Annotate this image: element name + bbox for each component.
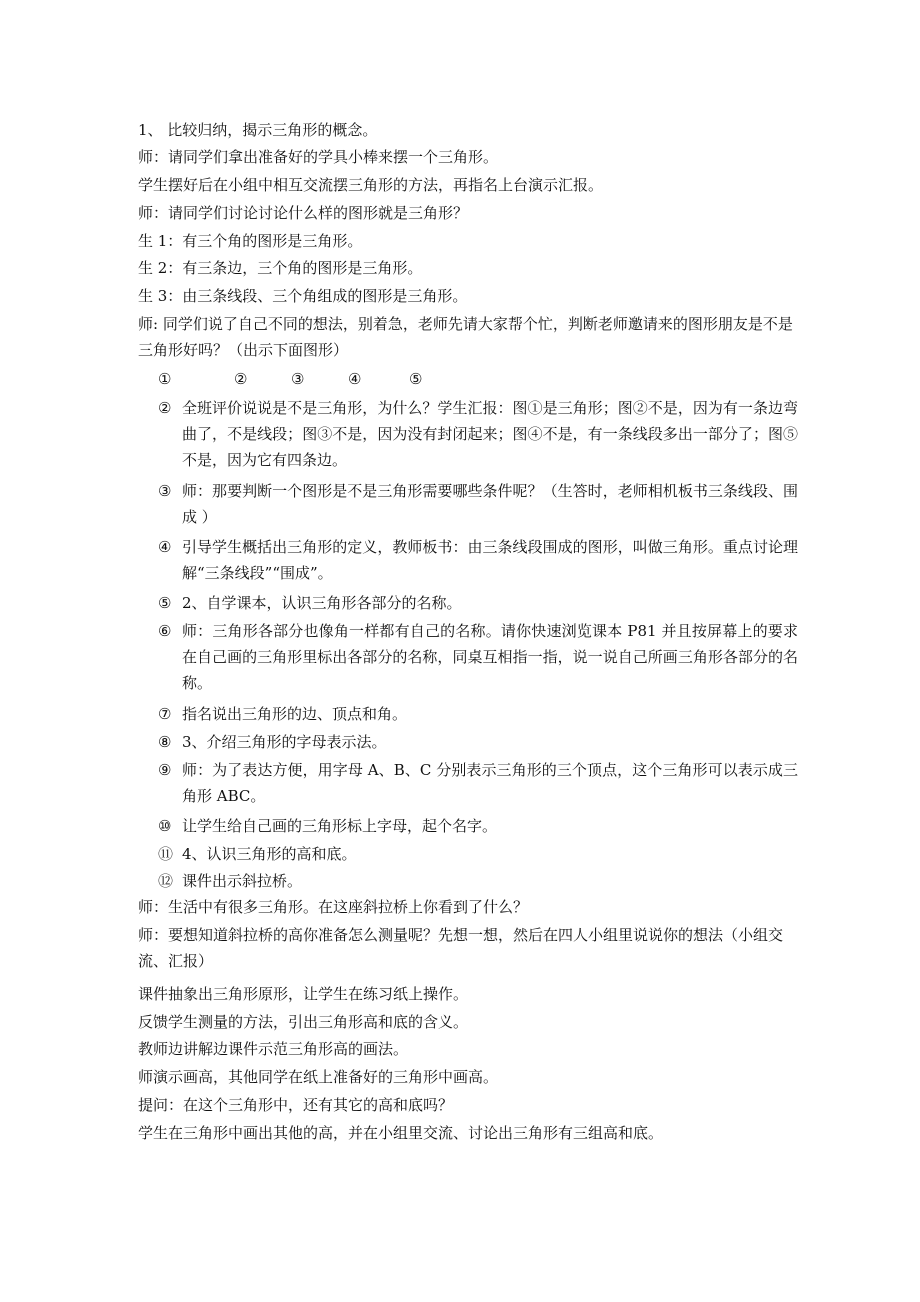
- list-item-number: ④: [158, 538, 172, 556]
- text-line: 生 3：由三条线段、三个角组成的图形是三角形。: [138, 287, 468, 305]
- list-item-number: ⑧: [158, 733, 172, 751]
- list-item-number: ⑤: [158, 594, 172, 612]
- text-line: 学生摆好后在小组中相互交流摆三角形的方法，再指名上台演示汇报。: [138, 176, 604, 194]
- list-item-number: ⑦: [158, 705, 172, 723]
- list-item-text: 3、介绍三角形的字母表示法。: [182, 733, 387, 751]
- list-item: [158, 729, 798, 755]
- text-line: 提问：在这个三角形中，还有其它的高和底吗？: [138, 1096, 454, 1114]
- list-item-number: ②: [158, 399, 172, 417]
- list-item: [158, 868, 798, 894]
- text-line: 生 1：有三个角的图形是三角形。: [138, 232, 363, 250]
- list-item: [158, 395, 798, 473]
- text-line: 师：生活中有很多三角形。在这座斜拉桥上你看到了什么？: [138, 898, 529, 916]
- list-item-text: 引导学生概括出三角形的定义，教师板书：由三条线段围成的图形，叫做三角形。重点讨论理解“三条线段”“围成”。: [182, 538, 798, 582]
- list-item-text: 师：三角形各部分也像角一样都有自己的名称。请你快速浏览课本 P81 并且按屏幕上的要求在自己画的三角形里标出各部分的名称，同桌互相指一指，说一说自己所画三角形各部分的名称。: [182, 622, 798, 692]
- text-line: 师：请同学们拿出准备好的学具小棒来摆一个三角形。: [138, 148, 499, 166]
- list-item-number: ⑫: [158, 872, 174, 890]
- list-item-number: ⑪: [158, 845, 174, 863]
- text-line: 师：请同学们讨论讨论什么样的图形就是三角形？: [138, 204, 469, 222]
- text-line: 学生在三角形中画出其他的高，并在小组里交流、讨论出三角形有三组高和底。: [138, 1124, 664, 1142]
- list-item-text: 师：为了表达方便，用字母 A、B、C 分别表示三角形的三个顶点，这个三角形可以表示成三角形 ABC。: [182, 761, 798, 805]
- list-item-number: ③: [158, 482, 172, 500]
- list-item-text: 师：那要判断一个图形是不是三角形需要哪些条件呢？（生答时，老师相机板书三条线段、围成 ）: [182, 482, 798, 526]
- list-item: [158, 841, 798, 867]
- list-item: [158, 534, 798, 586]
- list-item-number: ⑨: [158, 761, 172, 779]
- figure-mark: ⑤: [409, 370, 423, 388]
- text-paragraph: 师：要想知道斜拉桥的高你准备怎么测量呢？先想一想，然后在四人小组里说说你的想法（小组交流、汇报）: [138, 926, 784, 970]
- text-line: 生 2：有三条边，三个角的图形是三角形。: [138, 259, 423, 277]
- figure-mark: ③: [291, 370, 305, 388]
- list-item-text: 全班评价说说是不是三角形，为什么？学生汇报：图①是三角形；图②不是，因为有一条边弯曲了，不是线段；图③不是，因为没有封闭起来；图④不是，有一条线段多出一部分了；图⑤不是，因为它有四条边。: [182, 399, 798, 469]
- text-line: 教师边讲解边课件示范三角形高的画法。: [138, 1040, 409, 1058]
- list-item-text: 2、自学课本，认识三角形各部分的名称。: [182, 594, 462, 612]
- list-item-number: ⑩: [158, 817, 172, 835]
- text-paragraph: 师: 同学们说了自己不同的想法，别着急，老师先请大家帮个忙，判断老师邀请来的图形朋友是不是三角形好吗？（出示下面图形）: [138, 315, 793, 359]
- text-line: 师演示画高，其他同学在纸上准备好的三角形中画高。: [138, 1068, 499, 1086]
- list-item-text: 4、认识三角形的高和底。: [182, 845, 357, 863]
- list-item-text: 课件出示斜拉桥。: [182, 872, 303, 890]
- list-item: [158, 478, 798, 530]
- text-line: 课件抽象出三角形原形，让学生在练习纸上操作。: [138, 985, 469, 1003]
- text-line: 反馈学生测量的方法，引出三角形高和底的含义。: [138, 1013, 469, 1031]
- figure-mark: ④: [348, 370, 362, 388]
- list-item: [158, 618, 798, 696]
- list-item-text: 指名说出三角形的边、顶点和角。: [182, 705, 408, 723]
- list-item-text: 让学生给自己画的三角形标上字母，起个名字。: [182, 817, 498, 835]
- list-item: [158, 590, 798, 616]
- list-item-number: ⑥: [158, 622, 172, 640]
- section-heading-1: 1、 比较归纳，揭示三角形的概念。: [138, 121, 378, 139]
- list-item: [158, 813, 798, 839]
- figure-mark: ①: [158, 370, 172, 388]
- figure-mark: ②: [234, 370, 248, 388]
- list-item: [158, 757, 798, 809]
- list-item: [158, 701, 798, 727]
